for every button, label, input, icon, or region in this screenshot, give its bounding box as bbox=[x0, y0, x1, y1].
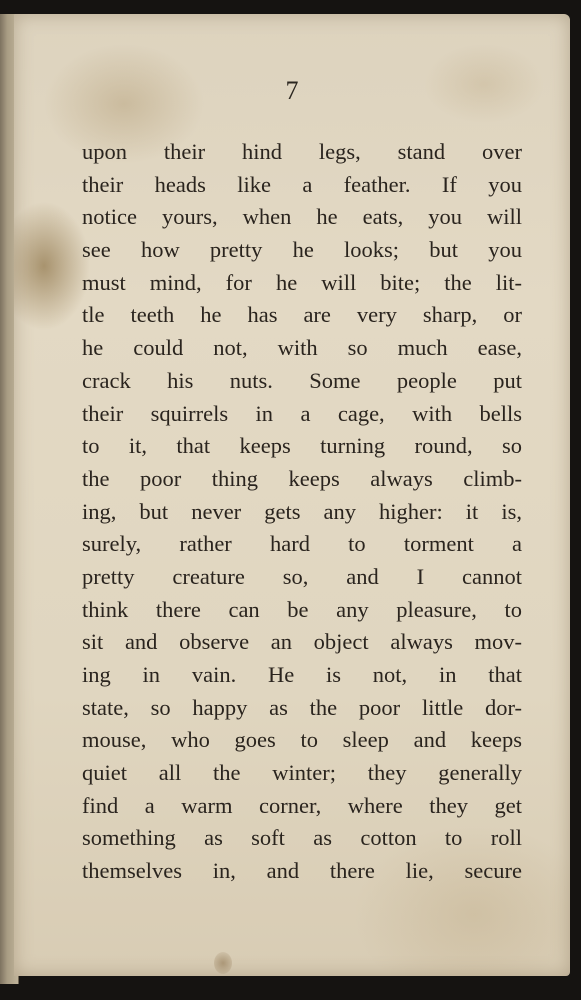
text-line: themselves in, and there lie, secure bbox=[82, 858, 522, 884]
text-line: find a warm corner, where they get bbox=[82, 792, 522, 818]
page-text bbox=[82, 136, 522, 888]
text-line: surely, rather hard to torment a bbox=[82, 531, 522, 557]
text-line: ing, but never gets any higher: it is, bbox=[82, 498, 522, 524]
text-line: think there can be any pleasure, to bbox=[82, 596, 522, 622]
text-line: to it, that keeps turning round, so bbox=[82, 433, 522, 459]
text-line: tle teeth he has are very sharp, or bbox=[82, 302, 522, 328]
text-line: sit and observe an object always mov- bbox=[82, 629, 522, 655]
book-page bbox=[14, 14, 570, 976]
text-line: their heads like a feather. If you bbox=[82, 171, 522, 197]
text-line: mouse, who goes to sleep and keeps bbox=[82, 727, 522, 753]
paper-stain bbox=[214, 952, 232, 974]
text-line: something as soft as cotton to roll bbox=[82, 825, 522, 851]
text-line: quiet all the winter; they generally bbox=[82, 760, 522, 786]
text-line: see how pretty he looks; but you bbox=[82, 237, 522, 263]
text-line: crack his nuts. Some people put bbox=[82, 367, 522, 393]
text-line: state, so happy as the poor little dor- bbox=[82, 694, 522, 720]
page-number: 7 bbox=[285, 76, 299, 105]
text-line: notice yours, when he eats, you will bbox=[82, 204, 522, 230]
text-line: pretty creature so, and I cannot bbox=[82, 563, 522, 589]
text-line: must mind, for he will bite; the lit- bbox=[82, 269, 522, 295]
text-line: upon their hind legs, stand over bbox=[82, 139, 522, 164]
text-line: ing in vain. He is not, in that bbox=[82, 662, 522, 687]
text-line: he could not, with so much ease, bbox=[82, 335, 522, 361]
text-line: the poor thing keeps always climb- bbox=[82, 465, 522, 491]
text-line: their squirrels in a cage, with bells bbox=[82, 400, 522, 426]
